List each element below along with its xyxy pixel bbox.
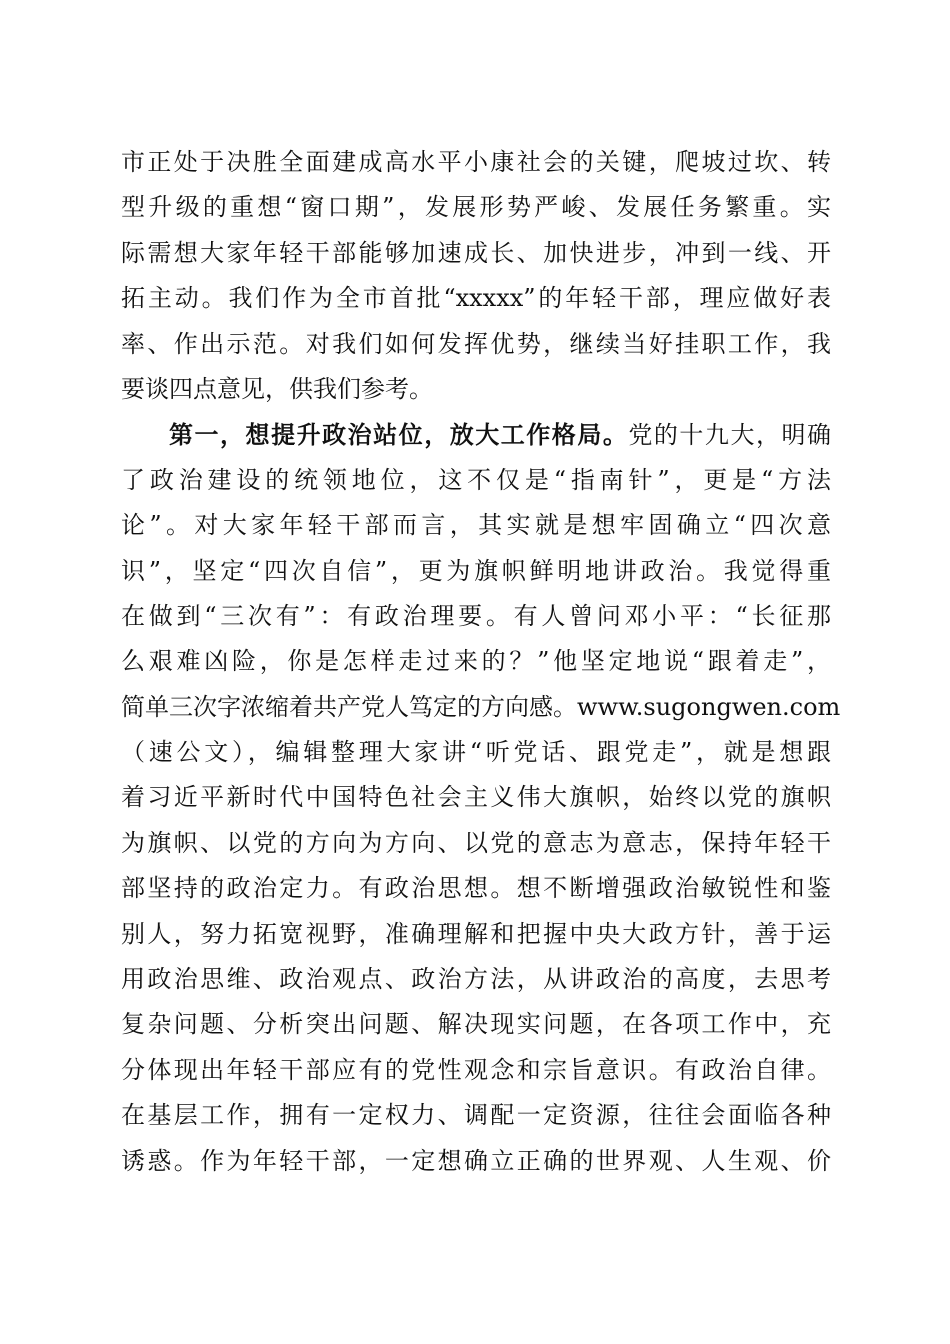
- text-line: 市正处于决胜全面建成高水平小康社会的关键，爬坡过坎、转: [121, 148, 831, 176]
- text-line: 部坚持的政治定力。有政治思想。想不断增强政治敏锐性和鉴: [121, 874, 831, 903]
- text-line: 了政治建设的统领地位，这不仅是“指南针”，更是“方法: [121, 465, 831, 494]
- paragraph-2: [121, 412, 841, 1184]
- text-line: 别人，努力拓宽视野，准确理解和把握中央大政方针，善于运: [121, 919, 831, 948]
- text-line: 么艰难凶险，你是怎样走过来的？”他坚定地说“跟着走”，: [121, 647, 831, 676]
- text-line: 诱惑。作为年轻干部，一定想确立正确的世界观、人生观、价: [121, 1146, 831, 1175]
- body-text: [121, 140, 841, 1184]
- text-line: 用政治思维、政治观点、政治方法，从讲政治的高度，去思考: [121, 965, 831, 994]
- text-line: 际需想大家年轻干部能够加速成长、加快进步，冲到一线、开: [121, 238, 831, 267]
- text-line: 率、作出示范。对我们如何发挥优势，继续当好挂职工作，我: [121, 329, 831, 358]
- text-line: 在做到“三次有”：有政治理要。有人曾问邓小平：“长征那: [121, 601, 831, 630]
- text-line: 要谈四点意见，供我们参考。: [121, 374, 433, 403]
- text-line: 拓主动。我们作为全市首批“xxxxx”的年轻干部，理应做好表: [121, 284, 831, 313]
- text-line-first: [121, 412, 831, 457]
- text-line: 为旗帜、以党的方向为方向、以党的意志为意志，保持年轻干: [121, 828, 831, 857]
- text-line: 识”，坚定“四次自信”，更为旗帜鲜明地讲政治。我觉得重: [121, 556, 831, 585]
- section-heading: 第一，想提升政治站位，放大工作格局。: [169, 420, 629, 450]
- text-line: 在基层工作，拥有一定权力、调配一定资源，往往会面临各种: [121, 1101, 831, 1130]
- heading-line-rest: 党的十九大，明确: [628, 421, 831, 450]
- text-line: 简单三次字浓缩着共产党人笃定的方向感。www.sugongwen.com: [121, 692, 841, 721]
- text-line: 型升级的重想“窗口期”，发展形势严峻、发展任务繁重。实: [121, 193, 831, 222]
- paragraph-1: [121, 140, 831, 412]
- text-line: （速公文），编辑整理大家讲“听党话、跟党走”，就是想跟: [121, 738, 831, 767]
- text-line: 复杂问题、分析突出问题、解决现实问题，在各项工作中，充: [121, 1010, 831, 1039]
- text-line: 着习近平新时代中国特色社会主义伟大旗帜，始终以党的旗帜: [121, 783, 831, 812]
- text-line: 论”。对大家年轻干部而言，其实就是想牢固确立“四次意: [121, 511, 831, 540]
- text-line: 分体现出年轻干部应有的党性观念和宗旨意识。有政治自律。: [121, 1055, 831, 1084]
